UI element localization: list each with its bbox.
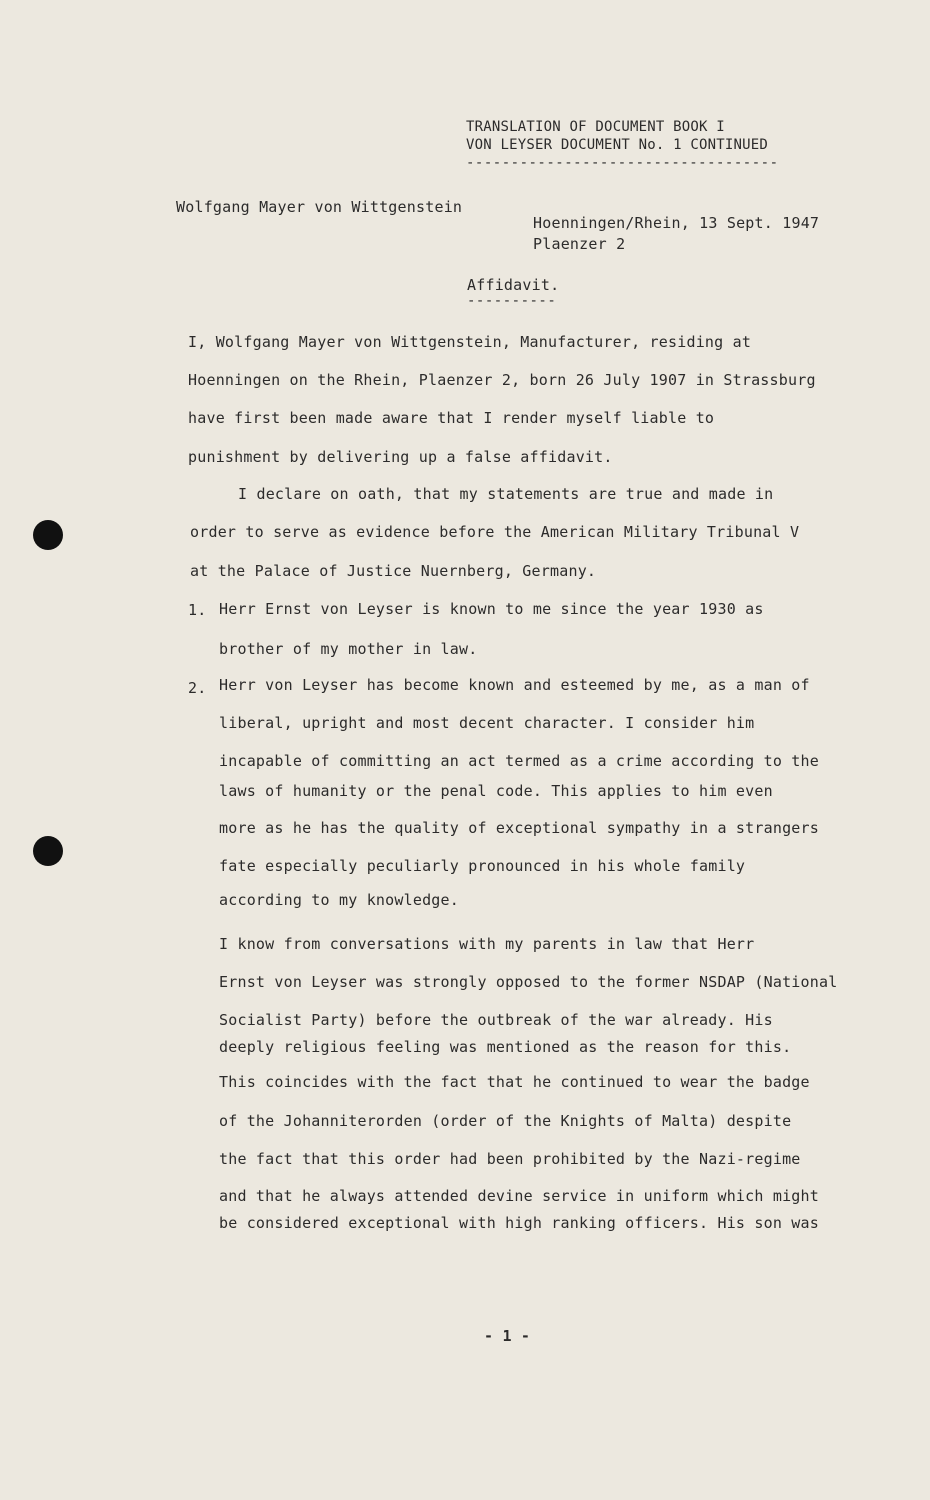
item-1-line: brother of my mother in law.	[219, 640, 478, 658]
para-3-line: of the Johanniterorden (order of the Knights of Malta) despite	[219, 1112, 792, 1130]
header-line-1: TRANSLATION OF DOCUMENT BOOK I	[466, 119, 725, 135]
page-number: - 1 -	[484, 1327, 531, 1345]
place-address: Plaenzer 2	[533, 235, 626, 253]
item-2-line: Herr von Leyser has become known and esteemed by me, as a man of	[219, 676, 810, 694]
intro-line: I, Wolfgang Mayer von Wittgenstein, Manufacturer, residing at	[188, 333, 752, 351]
place-date: Hoenningen/Rhein, 13 Sept. 1947	[533, 214, 820, 232]
para-3-line: Socialist Party) before the outbreak of the war already. His	[219, 1011, 773, 1029]
item-2-line: according to my knowledge.	[219, 891, 459, 909]
oath-line: at the Palace of Justice Nuernberg, Germany.	[190, 562, 597, 580]
item-2-line: fate especially peculiarly pronounced in his whole family	[219, 857, 746, 875]
intro-line: have first been made aware that I render myself liable to	[188, 409, 715, 427]
document-title: Affidavit.	[467, 276, 560, 294]
title-rule: ----------	[467, 293, 557, 309]
item-1-line: Herr Ernst von Leyser is known to me since the year 1930 as	[219, 600, 764, 618]
para-3-line: be considered exceptional with high ranking officers. His son was	[219, 1214, 819, 1232]
punch-hole-top	[33, 520, 63, 550]
sender-name: Wolfgang Mayer von Wittgenstein	[176, 198, 463, 216]
oath-line: I declare on oath, that my statements are true and made in	[238, 485, 774, 503]
header-rule: -----------------------------------	[466, 155, 779, 171]
header-line-2: VON LEYSER DOCUMENT No. 1 CONTINUED	[466, 137, 769, 153]
para-3-line: the fact that this order had been prohibited by the Nazi-regime	[219, 1150, 801, 1168]
intro-line: punishment by delivering up a false affidavit.	[188, 448, 613, 466]
punch-hole-bottom	[33, 836, 63, 866]
item-1-number: 1.	[188, 601, 207, 619]
intro-line: Hoenningen on the Rhein, Plaenzer 2, born 26 July 1907 in Strassburg	[188, 371, 816, 389]
oath-line: order to serve as evidence before the American Military Tribunal V	[190, 523, 800, 541]
item-2-number: 2.	[188, 679, 207, 697]
para-3-line: deeply religious feeling was mentioned as the reason for this.	[219, 1038, 792, 1056]
item-2-line: incapable of committing an act termed as a crime according to the	[219, 752, 819, 770]
para-3-line: Ernst von Leyser was strongly opposed to the former NSDAP (National	[219, 973, 838, 991]
item-2-line: more as he has the quality of exceptional sympathy in a strangers	[219, 819, 819, 837]
para-3-line: and that he always attended devine service in uniform which might	[219, 1187, 819, 1205]
para-3-line: I know from conversations with my parents in law that Herr	[219, 935, 755, 953]
item-2-line: laws of humanity or the penal code. This applies to him even	[219, 782, 773, 800]
para-3-line: This coincides with the fact that he continued to wear the badge	[219, 1073, 810, 1091]
item-2-line: liberal, upright and most decent character. I consider him	[219, 714, 755, 732]
